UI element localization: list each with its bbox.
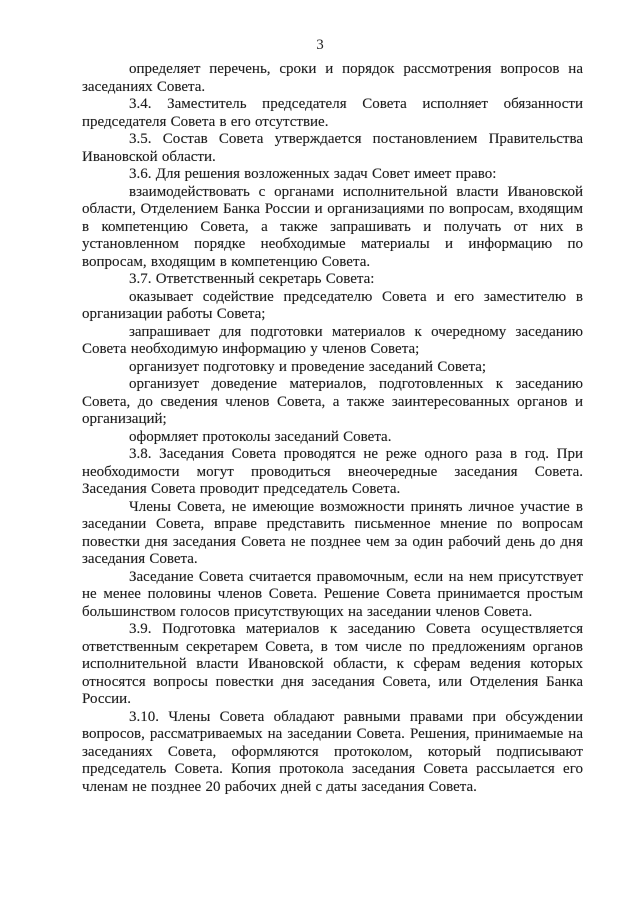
paragraph: взаимодействовать с органами исполнительной власти Ивановской области, Отделением Банка России и организациями по вопросам, входящим в компетенцию Совета, а также запрашивать и получать от них в установленном порядке необходимые материалы и информацию по вопросам, входящим в компетенцию Совета. (82, 183, 583, 270)
paragraph: Заседание Совета считается правомочным, если на нем присутствует не менее половины членов Совета. Решение Совета принимается простым большинством голосов присутствующих на заседании членов Совета. (82, 568, 583, 620)
paragraph: запрашивает для подготовки материалов к очередному заседанию Совета необходимую информацию у членов Совета; (82, 323, 583, 357)
paragraph: 3.6. Для решения возложенных задач Совет имеет право: (129, 166, 497, 182)
paragraph: определяет перечень, сроки и порядок рассмотрения вопросов на заседаниях Совета. (82, 61, 583, 95)
paragraph: 3.10. Члены Совета обладают равными правами при обсуждении вопросов, рассматриваемых на заседании Совета. Решения, принимаемые на заседаниях Совета, оформляются протоколом, который подписывают председатель Совета. Копия протокола заседания Совета рассылается его членам не позднее 20 рабочих дней с даты заседания Совета. (82, 708, 583, 795)
paragraph: Члены Совета, не имеющие возможности принять личное участие в заседании Совета, вправе представить письменное мнение по вопросам повестки дня заседания Совета не позднее чем за один рабочий день до дня заседания Совета. (82, 498, 583, 567)
paragraph: оказывает содействие председателю Совета и его заместителю в организации работы Совета; (82, 288, 583, 322)
document-body (82, 61, 583, 796)
paragraph: 3.9. Подготовка материалов к заседанию Совета осуществляется ответственным секретарем Совета, в том числе по предложениям органов исполнительной власти Ивановской области, к сферам ведения которых относятся вопросы повестки дня заседания Совета, или Отделения Банка России. (82, 621, 583, 707)
page-number: 3 (316, 37, 324, 53)
paragraph: организует доведение материалов, подготовленных к заседанию Совета, до сведения членов Совета, а также заинтересованных органов и организаций; (82, 376, 583, 427)
paragraph: организует подготовку и проведение заседаний Совета; (129, 358, 487, 375)
paragraph: 3.5. Состав Совета утверждается постановлением Правительства Ивановской области. (82, 131, 583, 165)
paragraph: оформляет протоколы заседаний Совета. (129, 428, 392, 445)
paragraph: 3.7. Ответственный секретарь Совета: (129, 271, 375, 287)
paragraph: 3.8. Заседания Совета проводятся не реже одного раза в год. При необходимости могут проводиться внеочередные заседания Совета. Заседания Совета проводит председатель Совета. (82, 446, 583, 497)
paragraph: 3.4. Заместитель председателя Совета исполняет обязанности председателя Совета в его отсутствие. (82, 96, 583, 130)
